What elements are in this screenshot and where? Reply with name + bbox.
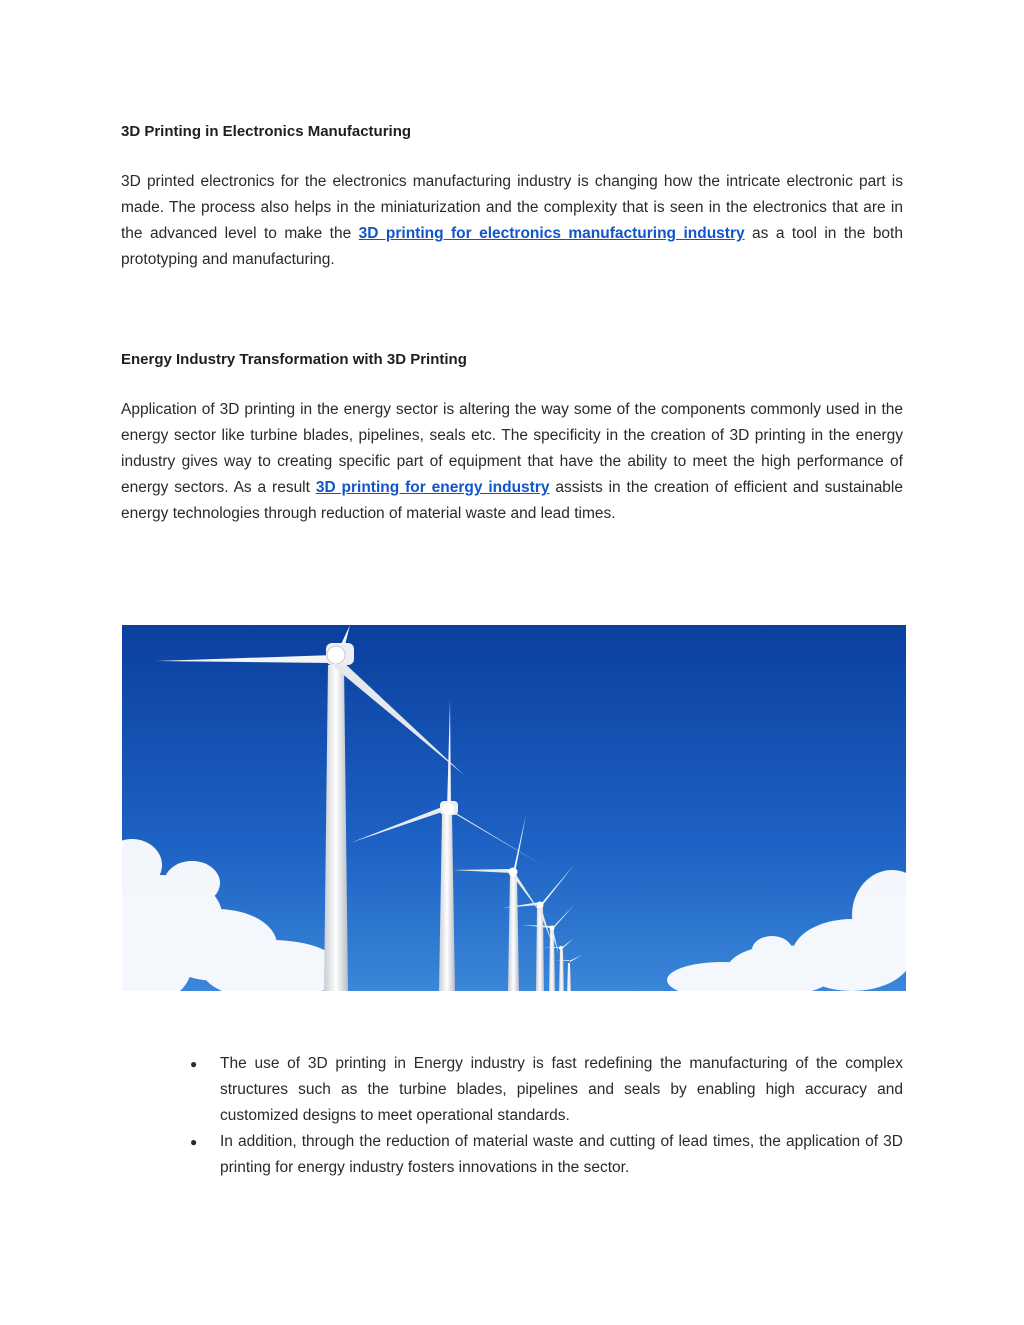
paragraph-text: as a tool in the both prototyping and manufacturing.	[121, 225, 903, 268]
paragraph-electronics	[121, 169, 903, 273]
paragraph-text: Application of 3D printing in the energy sector is altering the way some of the components commonly used in the energy sector like turbine blades, pipelines, seals etc. The specificity in the creation of 3D printing in the energy industry gives way to creating specific part of equipment that have the ability to meet the high performance of energy sectors. As a result	[121, 401, 903, 496]
bullet-icon: ●	[190, 1135, 198, 1149]
section-heading-electronics: 3D Printing in Electronics Manufacturing	[121, 123, 412, 140]
paragraph-text: 3D printed electronics for the electronics manufacturing industry is changing how the intricate electronic part is made. The process also helps in the miniaturization and the complexity that is seen in the electronics that are in the advanced level to make the	[121, 173, 903, 242]
list-item	[190, 1129, 903, 1181]
section-heading-energy: Energy Industry Transformation with 3D Printing	[121, 351, 467, 368]
paragraph-energy	[121, 397, 903, 527]
link-electronics-manufacturing[interactable]: 3D printing for electronics manufacturing industry	[358, 225, 745, 242]
paragraph-text: assists in the creation of efficient and sustainable energy technologies through reduction of material waste and lead times.	[121, 479, 903, 522]
list-item	[190, 1051, 903, 1129]
link-energy-industry[interactable]: 3D printing for energy industry	[315, 479, 550, 496]
wind-turbines-photo	[122, 625, 906, 991]
bullet-icon: ●	[190, 1057, 198, 1071]
list-item-text: In addition, through the reduction of material waste and cutting of lead times, the application of 3D printing for energy industry fosters innovations in the sector.	[220, 1133, 903, 1176]
bullet-list	[190, 1051, 903, 1181]
list-item-text: The use of 3D printing in Energy industry is fast redefining the manufacturing of the complex structures such as the turbine blades, pipelines and seals by enabling high accuracy and customized designs to meet operational standards.	[220, 1055, 903, 1124]
